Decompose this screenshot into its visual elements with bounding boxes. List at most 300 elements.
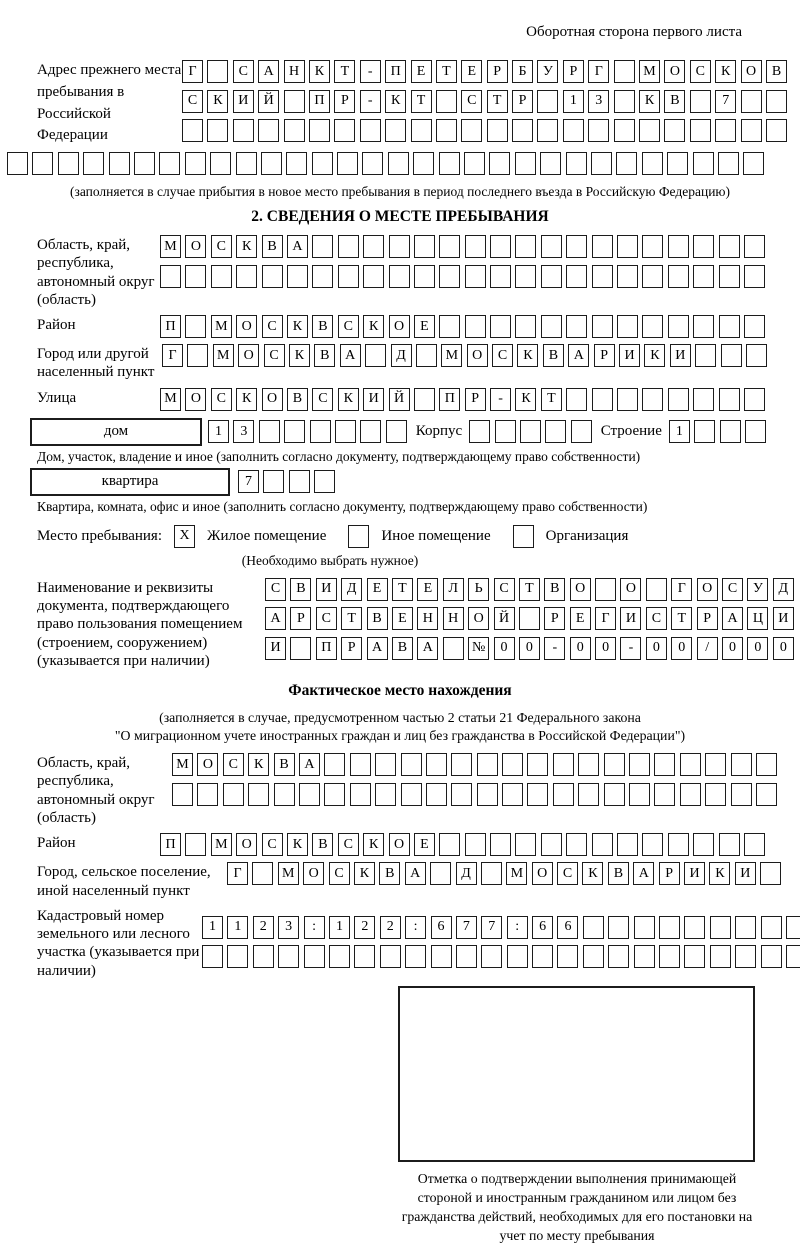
char-box[interactable]: Р xyxy=(290,607,311,630)
char-box[interactable]: Р xyxy=(594,344,615,367)
char-box[interactable]: М xyxy=(278,862,299,885)
char-box[interactable]: 1 xyxy=(329,916,350,939)
char-box[interactable]: 0 xyxy=(595,637,616,660)
char-box[interactable] xyxy=(710,916,731,939)
char-box[interactable] xyxy=(185,265,206,288)
char-box[interactable] xyxy=(502,783,523,806)
char-box[interactable] xyxy=(439,833,460,856)
char-box[interactable] xyxy=(223,783,244,806)
char-box[interactable]: С xyxy=(492,344,513,367)
char-box[interactable]: У xyxy=(747,578,768,601)
char-box[interactable] xyxy=(465,833,486,856)
char-box[interactable] xyxy=(439,315,460,338)
char-box[interactable]: Г xyxy=(588,60,609,83)
char-box[interactable] xyxy=(761,945,782,968)
char-box[interactable] xyxy=(693,235,714,258)
char-box[interactable]: 6 xyxy=(431,916,452,939)
char-box[interactable]: О xyxy=(262,388,283,411)
char-box[interactable] xyxy=(634,916,655,939)
char-box[interactable] xyxy=(284,420,305,443)
char-box[interactable]: 1 xyxy=(202,916,223,939)
char-box[interactable]: - xyxy=(544,637,565,660)
char-box[interactable]: О xyxy=(389,833,410,856)
char-box[interactable]: А xyxy=(340,344,361,367)
char-box[interactable] xyxy=(389,235,410,258)
char-box[interactable]: - xyxy=(360,90,381,113)
char-box[interactable] xyxy=(695,344,716,367)
char-box[interactable] xyxy=(314,470,335,493)
char-box[interactable]: В xyxy=(392,637,413,660)
char-box[interactable]: К xyxy=(287,315,308,338)
char-box[interactable]: Д xyxy=(773,578,794,601)
char-box[interactable]: С xyxy=(265,578,286,601)
char-box[interactable] xyxy=(527,783,548,806)
char-box[interactable] xyxy=(541,235,562,258)
char-box[interactable]: Р xyxy=(512,90,533,113)
char-box[interactable]: О xyxy=(236,833,257,856)
char-box[interactable]: Г xyxy=(671,578,692,601)
char-box[interactable] xyxy=(608,916,629,939)
char-box[interactable]: К xyxy=(287,833,308,856)
char-box[interactable]: 7 xyxy=(238,470,259,493)
char-box[interactable]: О xyxy=(185,235,206,258)
char-box[interactable] xyxy=(668,388,689,411)
char-box[interactable] xyxy=(744,315,765,338)
char-box[interactable]: И xyxy=(619,344,640,367)
char-box[interactable]: В xyxy=(312,833,333,856)
char-box[interactable]: М xyxy=(211,315,232,338)
char-box[interactable] xyxy=(436,90,457,113)
char-box[interactable]: 2 xyxy=(380,916,401,939)
char-box[interactable] xyxy=(286,152,307,175)
char-box[interactable] xyxy=(469,420,490,443)
char-box[interactable] xyxy=(741,90,762,113)
char-box[interactable]: 1 xyxy=(227,916,248,939)
char-box[interactable] xyxy=(290,637,311,660)
char-box[interactable] xyxy=(718,152,739,175)
char-box[interactable] xyxy=(481,945,502,968)
char-box[interactable] xyxy=(329,945,350,968)
char-box[interactable]: 7 xyxy=(456,916,477,939)
char-box[interactable]: 0 xyxy=(494,637,515,660)
char-box[interactable]: К xyxy=(248,753,269,776)
char-box[interactable]: А xyxy=(258,60,279,83)
char-box[interactable]: И xyxy=(233,90,254,113)
char-box[interactable]: Й xyxy=(494,607,515,630)
char-box[interactable] xyxy=(324,753,345,776)
char-box[interactable]: П xyxy=(309,90,330,113)
char-box[interactable] xyxy=(512,119,533,142)
char-box[interactable] xyxy=(659,945,680,968)
char-box[interactable]: В xyxy=(274,753,295,776)
char-box[interactable]: М xyxy=(160,235,181,258)
char-box[interactable] xyxy=(439,152,460,175)
char-box[interactable] xyxy=(253,945,274,968)
char-box[interactable] xyxy=(668,833,689,856)
char-box[interactable] xyxy=(617,315,638,338)
char-box[interactable] xyxy=(312,152,333,175)
char-box[interactable]: С xyxy=(182,90,203,113)
char-box[interactable] xyxy=(401,753,422,776)
char-box[interactable]: М xyxy=(441,344,462,367)
char-box[interactable]: В xyxy=(379,862,400,885)
char-box[interactable]: Ь xyxy=(468,578,489,601)
char-box[interactable]: Е xyxy=(414,315,435,338)
char-box[interactable] xyxy=(338,235,359,258)
char-box[interactable]: Р xyxy=(465,388,486,411)
char-box[interactable]: О xyxy=(697,578,718,601)
char-box[interactable] xyxy=(515,833,536,856)
char-box[interactable] xyxy=(363,235,384,258)
char-box[interactable] xyxy=(159,152,180,175)
char-box[interactable] xyxy=(684,945,705,968)
char-box[interactable] xyxy=(489,152,510,175)
char-box[interactable]: 0 xyxy=(773,637,794,660)
char-box[interactable] xyxy=(515,265,536,288)
char-box[interactable] xyxy=(541,265,562,288)
char-box[interactable] xyxy=(386,420,407,443)
char-box[interactable] xyxy=(680,753,701,776)
char-box[interactable] xyxy=(566,152,587,175)
char-box[interactable] xyxy=(578,783,599,806)
char-box[interactable]: И xyxy=(684,862,705,885)
char-box[interactable] xyxy=(532,945,553,968)
char-box[interactable] xyxy=(629,753,650,776)
char-box[interactable]: О xyxy=(741,60,762,83)
char-box[interactable] xyxy=(337,152,358,175)
char-box[interactable]: В xyxy=(544,578,565,601)
char-box[interactable]: Н xyxy=(443,607,464,630)
char-box[interactable]: С xyxy=(316,607,337,630)
char-box[interactable]: Е xyxy=(411,60,432,83)
char-box[interactable]: К xyxy=(236,235,257,258)
char-box[interactable] xyxy=(731,783,752,806)
char-box[interactable]: С xyxy=(262,315,283,338)
char-box[interactable] xyxy=(786,945,800,968)
char-box[interactable] xyxy=(642,265,663,288)
char-box[interactable]: Ц xyxy=(747,607,768,630)
char-box[interactable] xyxy=(360,420,381,443)
char-box[interactable]: 1 xyxy=(208,420,229,443)
char-box[interactable]: А xyxy=(417,637,438,660)
char-box[interactable]: К xyxy=(207,90,228,113)
checkbox-zhiloe-pomeshchenie[interactable]: X xyxy=(174,525,195,548)
char-box[interactable]: М xyxy=(213,344,234,367)
char-box[interactable] xyxy=(439,235,460,258)
char-box[interactable]: И xyxy=(316,578,337,601)
char-box[interactable]: Е xyxy=(367,578,388,601)
char-box[interactable]: Т xyxy=(671,607,692,630)
char-box[interactable] xyxy=(614,60,635,83)
char-box[interactable] xyxy=(350,783,371,806)
char-box[interactable] xyxy=(642,315,663,338)
char-box[interactable] xyxy=(617,388,638,411)
char-box[interactable] xyxy=(766,119,787,142)
char-box[interactable] xyxy=(668,315,689,338)
char-box[interactable]: Е xyxy=(392,607,413,630)
char-box[interactable]: К xyxy=(639,90,660,113)
char-box[interactable]: 6 xyxy=(557,916,578,939)
char-box[interactable] xyxy=(634,945,655,968)
char-box[interactable] xyxy=(426,753,447,776)
char-box[interactable] xyxy=(487,119,508,142)
char-box[interactable] xyxy=(710,945,731,968)
char-box[interactable]: Е xyxy=(414,833,435,856)
char-box[interactable] xyxy=(537,90,558,113)
char-box[interactable] xyxy=(694,420,715,443)
char-box[interactable] xyxy=(721,344,742,367)
char-box[interactable]: О xyxy=(389,315,410,338)
char-box[interactable] xyxy=(362,152,383,175)
char-box[interactable] xyxy=(439,265,460,288)
char-box[interactable]: К xyxy=(236,388,257,411)
char-box[interactable]: К xyxy=(517,344,538,367)
char-box[interactable] xyxy=(668,265,689,288)
char-box[interactable]: : xyxy=(507,916,528,939)
char-box[interactable]: А xyxy=(265,607,286,630)
char-box[interactable] xyxy=(693,265,714,288)
char-box[interactable]: 1 xyxy=(563,90,584,113)
char-box[interactable]: М xyxy=(639,60,660,83)
char-box[interactable]: 0 xyxy=(646,637,667,660)
char-box[interactable] xyxy=(719,388,740,411)
char-box[interactable]: И xyxy=(620,607,641,630)
char-box[interactable] xyxy=(456,945,477,968)
char-box[interactable] xyxy=(490,235,511,258)
char-box[interactable] xyxy=(719,265,740,288)
char-box[interactable] xyxy=(715,119,736,142)
char-box[interactable]: Д xyxy=(341,578,362,601)
char-box[interactable] xyxy=(490,315,511,338)
char-box[interactable] xyxy=(233,119,254,142)
char-box[interactable] xyxy=(464,152,485,175)
char-box[interactable] xyxy=(207,119,228,142)
char-box[interactable] xyxy=(744,388,765,411)
char-box[interactable] xyxy=(705,783,726,806)
char-box[interactable]: В xyxy=(543,344,564,367)
char-box[interactable]: Т xyxy=(334,60,355,83)
char-box[interactable]: И xyxy=(265,637,286,660)
char-box[interactable] xyxy=(519,607,540,630)
char-box[interactable]: 0 xyxy=(671,637,692,660)
char-box[interactable] xyxy=(477,783,498,806)
char-box[interactable] xyxy=(735,916,756,939)
char-box[interactable]: О xyxy=(236,315,257,338)
char-box[interactable] xyxy=(642,833,663,856)
char-box[interactable]: С xyxy=(338,315,359,338)
char-box[interactable] xyxy=(426,783,447,806)
char-box[interactable]: П xyxy=(160,833,181,856)
char-box[interactable] xyxy=(375,753,396,776)
char-box[interactable]: Р xyxy=(334,90,355,113)
char-box[interactable] xyxy=(363,265,384,288)
checkbox-organizatsiya[interactable] xyxy=(513,525,534,548)
char-box[interactable] xyxy=(389,265,410,288)
char-box[interactable]: В xyxy=(312,315,333,338)
char-box[interactable] xyxy=(604,753,625,776)
char-box[interactable] xyxy=(335,420,356,443)
char-box[interactable]: С xyxy=(262,833,283,856)
char-box[interactable] xyxy=(375,783,396,806)
char-box[interactable]: К xyxy=(515,388,536,411)
char-box[interactable] xyxy=(401,783,422,806)
char-box[interactable]: К xyxy=(715,60,736,83)
char-box[interactable] xyxy=(629,783,650,806)
char-box[interactable] xyxy=(182,119,203,142)
char-box[interactable] xyxy=(465,235,486,258)
char-box[interactable]: А xyxy=(722,607,743,630)
char-box[interactable] xyxy=(693,152,714,175)
char-box[interactable]: Л xyxy=(443,578,464,601)
char-box[interactable]: О xyxy=(532,862,553,885)
char-box[interactable]: П xyxy=(439,388,460,411)
char-box[interactable]: В xyxy=(262,235,283,258)
char-box[interactable]: : xyxy=(405,916,426,939)
char-box[interactable]: М xyxy=(160,388,181,411)
char-box[interactable] xyxy=(541,315,562,338)
char-box[interactable]: К xyxy=(644,344,665,367)
char-box[interactable] xyxy=(312,235,333,258)
char-box[interactable]: А xyxy=(633,862,654,885)
char-box[interactable] xyxy=(693,833,714,856)
char-box[interactable] xyxy=(414,235,435,258)
char-box[interactable] xyxy=(592,315,613,338)
char-box[interactable] xyxy=(659,916,680,939)
char-box[interactable] xyxy=(350,753,371,776)
char-box[interactable] xyxy=(756,753,777,776)
char-box[interactable]: О xyxy=(238,344,259,367)
char-box[interactable] xyxy=(388,152,409,175)
char-box[interactable]: С xyxy=(264,344,285,367)
char-box[interactable]: Г xyxy=(162,344,183,367)
char-box[interactable] xyxy=(202,945,223,968)
char-box[interactable] xyxy=(160,265,181,288)
char-box[interactable]: Н xyxy=(284,60,305,83)
char-box[interactable] xyxy=(553,753,574,776)
char-box[interactable] xyxy=(284,119,305,142)
char-box[interactable]: Д xyxy=(456,862,477,885)
char-box[interactable] xyxy=(185,833,206,856)
char-box[interactable] xyxy=(553,783,574,806)
char-box[interactable]: М xyxy=(172,753,193,776)
char-box[interactable] xyxy=(430,862,451,885)
char-box[interactable]: Р xyxy=(341,637,362,660)
char-box[interactable] xyxy=(592,235,613,258)
char-box[interactable] xyxy=(693,315,714,338)
char-box[interactable]: И xyxy=(363,388,384,411)
char-box[interactable] xyxy=(507,945,528,968)
char-box[interactable] xyxy=(617,235,638,258)
char-box[interactable]: Т xyxy=(436,60,457,83)
char-box[interactable] xyxy=(741,119,762,142)
char-box[interactable] xyxy=(745,420,766,443)
char-box[interactable] xyxy=(566,388,587,411)
char-box[interactable]: К xyxy=(354,862,375,885)
char-box[interactable] xyxy=(520,420,541,443)
char-box[interactable] xyxy=(187,344,208,367)
char-box[interactable] xyxy=(83,152,104,175)
char-box[interactable] xyxy=(642,235,663,258)
char-box[interactable]: Д xyxy=(391,344,412,367)
char-box[interactable] xyxy=(289,470,310,493)
char-box[interactable]: С xyxy=(211,388,232,411)
char-box[interactable] xyxy=(172,783,193,806)
char-box[interactable] xyxy=(134,152,155,175)
char-box[interactable] xyxy=(385,119,406,142)
char-box[interactable] xyxy=(540,152,561,175)
char-box[interactable] xyxy=(617,833,638,856)
char-box[interactable]: И xyxy=(735,862,756,885)
char-box[interactable]: И xyxy=(670,344,691,367)
char-box[interactable] xyxy=(274,783,295,806)
char-box[interactable]: О xyxy=(197,753,218,776)
char-box[interactable] xyxy=(592,833,613,856)
char-box[interactable] xyxy=(761,916,782,939)
char-box[interactable] xyxy=(719,315,740,338)
char-box[interactable] xyxy=(465,265,486,288)
char-box[interactable]: П xyxy=(316,637,337,660)
char-box[interactable] xyxy=(592,388,613,411)
char-box[interactable] xyxy=(557,945,578,968)
char-box[interactable] xyxy=(413,152,434,175)
char-box[interactable]: С xyxy=(338,833,359,856)
char-box[interactable]: Р xyxy=(544,607,565,630)
char-box[interactable] xyxy=(278,945,299,968)
char-box[interactable]: Г xyxy=(227,862,248,885)
char-box[interactable] xyxy=(252,862,273,885)
char-box[interactable]: И xyxy=(773,607,794,630)
char-box[interactable] xyxy=(604,783,625,806)
char-box[interactable]: О xyxy=(467,344,488,367)
char-box[interactable]: - xyxy=(490,388,511,411)
char-box[interactable] xyxy=(617,265,638,288)
char-box[interactable] xyxy=(668,235,689,258)
char-box[interactable] xyxy=(744,235,765,258)
char-box[interactable]: К xyxy=(709,862,730,885)
char-box[interactable] xyxy=(719,235,740,258)
char-box[interactable] xyxy=(541,833,562,856)
char-box[interactable] xyxy=(693,388,714,411)
char-box[interactable]: А xyxy=(287,235,308,258)
char-box[interactable] xyxy=(583,945,604,968)
char-box[interactable] xyxy=(760,862,781,885)
char-box[interactable] xyxy=(684,916,705,939)
char-box[interactable]: В xyxy=(664,90,685,113)
char-box[interactable] xyxy=(405,945,426,968)
char-box[interactable] xyxy=(197,783,218,806)
char-box[interactable]: Т xyxy=(411,90,432,113)
char-box[interactable]: Н xyxy=(417,607,438,630)
char-box[interactable]: Е xyxy=(570,607,591,630)
char-box[interactable] xyxy=(211,265,232,288)
char-box[interactable] xyxy=(786,916,800,939)
char-box[interactable] xyxy=(502,753,523,776)
char-box[interactable] xyxy=(58,152,79,175)
char-box[interactable]: В xyxy=(287,388,308,411)
char-box[interactable] xyxy=(566,265,587,288)
char-box[interactable] xyxy=(515,315,536,338)
char-box[interactable]: 3 xyxy=(588,90,609,113)
char-box[interactable] xyxy=(731,753,752,776)
char-box[interactable] xyxy=(284,90,305,113)
char-box[interactable]: С xyxy=(312,388,333,411)
char-box[interactable]: Т xyxy=(341,607,362,630)
char-box[interactable] xyxy=(746,344,767,367)
char-box[interactable] xyxy=(690,90,711,113)
char-box[interactable]: Е xyxy=(461,60,482,83)
char-box[interactable] xyxy=(527,753,548,776)
char-box[interactable] xyxy=(608,945,629,968)
